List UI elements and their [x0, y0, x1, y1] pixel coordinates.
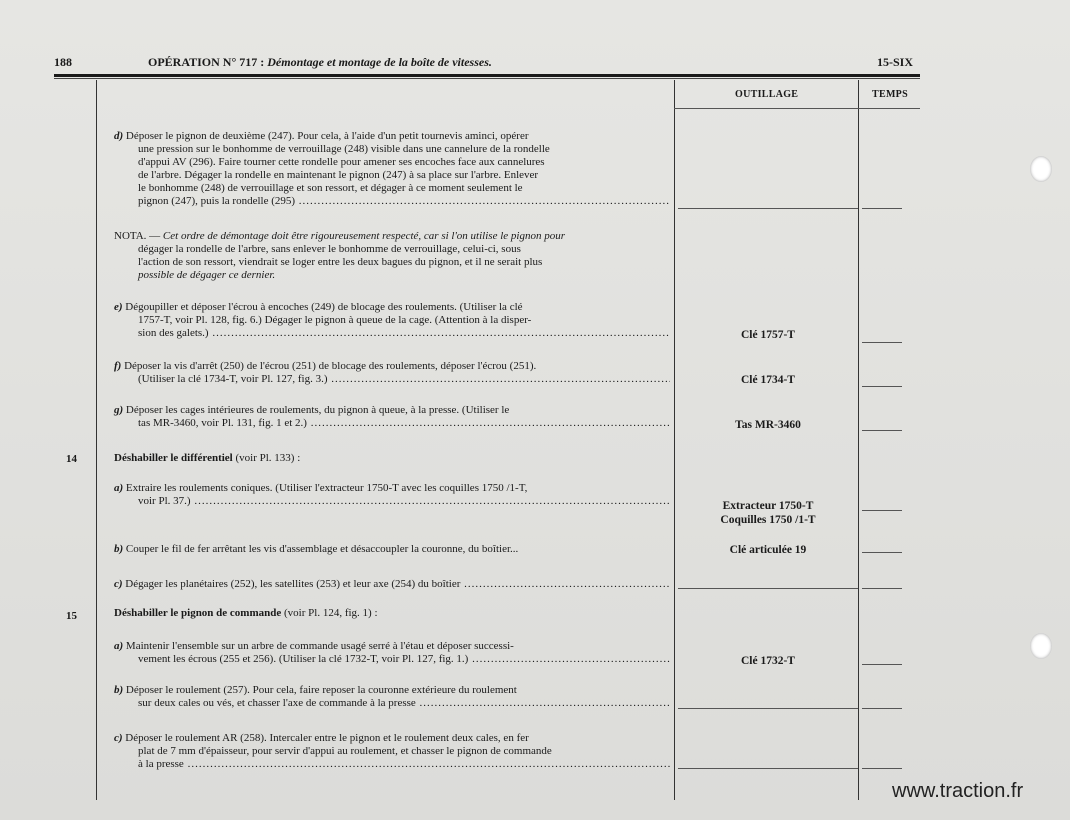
time-rule: [862, 552, 902, 553]
time-rule: [862, 768, 902, 769]
item-15c: [114, 732, 670, 771]
item-line: Déposer la vis d'arrêt (250) de l'écrou (251) de blocage des roulements, déposer l'écrou (251).: [124, 360, 537, 372]
header-rule-thin: [54, 78, 920, 79]
item-line: (Utiliser la clé 1734-T, voir Pl. 127, fig. 3.) .....: [138, 373, 670, 385]
section-number: 15: [66, 610, 77, 622]
tool-label: Clé 1732-T: [741, 655, 795, 667]
section-number: 14: [66, 453, 77, 465]
time-rule: [862, 208, 902, 209]
section-ref: (voir Pl. 124, fig. 1) :: [284, 607, 378, 619]
item-line: Déposer le roulement AR (258). Intercaler entre le pignon et le roulement deux cales, en fer: [125, 732, 529, 744]
section-title: Déshabiller le pignon de commande: [114, 607, 282, 619]
item-letter: c): [114, 578, 123, 590]
item-line: sur deux cales ou vés, et chasser l'axe de commande à la presse .....: [138, 697, 670, 709]
item-line: voir Pl. 37.) .....: [138, 495, 670, 507]
item-line: Maintenir l'ensemble sur un arbre de commande usagé serré à l'étau et déposer successi-: [125, 640, 514, 652]
model-label: 15-SIX: [877, 55, 914, 69]
item-letter: b): [114, 684, 124, 696]
tool-label: Extracteur 1750-T: [722, 500, 814, 512]
item-line: sion des galets.) .....: [138, 327, 670, 339]
operation-heading: [148, 55, 492, 70]
item-line: Couper le fil de fer arrêtant les vis d'assemblage et désaccoupler la couronne, du boîtier...: [125, 543, 519, 555]
tool-label: Clé 1757-T: [741, 329, 795, 341]
operation-label: OPÉRATION N° 717 :: [148, 55, 265, 69]
item-line: 1757-T, voir Pl. 128, fig. 6.) Dégager le pignon à queue de la cage. (Attention à la disper-: [138, 314, 532, 326]
item-letter: a): [114, 640, 124, 652]
item-letter: d): [114, 130, 124, 142]
item-line: Déposer le pignon de deuxième (247). Pour cela, à l'aide d'un petit tournevis aminci, opérer: [125, 130, 529, 142]
punch-hole: [1030, 156, 1052, 182]
item-line: Dégager les planétaires (252), les satellites (253) et leur axe (254) du boîtier .....: [125, 578, 670, 590]
tool-label: Tas MR-3460: [735, 419, 801, 431]
item-line: tas MR-3460, voir Pl. 131, fig. 1 et 2.) .....: [138, 417, 670, 429]
tools-column-line: [674, 80, 675, 800]
margin-line: [96, 80, 97, 800]
page-number: 188: [54, 55, 72, 69]
item-letter: a): [114, 482, 124, 494]
item-line: vement les écrous (255 et 256). (Utiliser la clé 1732-T, voir Pl. 127, fig. 1.) .....: [138, 653, 670, 665]
item-letter: f): [114, 360, 122, 372]
punch-hole: [1030, 633, 1052, 659]
nota-label: NOTA. —: [114, 230, 161, 242]
tools-column-header: OUTILLAGE: [735, 89, 799, 100]
item-f: [114, 360, 670, 386]
watermark-text: www.traction.fr: [892, 780, 1024, 802]
time-rule: [862, 386, 902, 387]
section-heading: [114, 452, 300, 464]
item-e: [114, 301, 670, 340]
nota-line: dégager la rondelle de l'arbre, sans enlever le bonhomme de verrouillage, celui-ci, sous: [138, 243, 521, 255]
nota: [114, 230, 670, 282]
operation-title: Démontage et montage de la boîte de vitesses.: [267, 55, 492, 69]
section-title: Déshabiller le différentiel: [114, 452, 233, 464]
item-letter: g): [114, 404, 124, 416]
time-column-line: [858, 80, 859, 800]
item-g: [114, 404, 670, 430]
section-ref: (voir Pl. 133) :: [235, 452, 301, 464]
item-d: [114, 130, 670, 208]
nota-line: possible de dégager ce dernier.: [138, 269, 276, 281]
item-line: pignon (247), puis la rondelle (295) .....: [138, 195, 670, 207]
tool-rule: [678, 768, 858, 769]
nota-line: l'action de son ressort, viendrait se loger entre les deux bagues du pignon, et il ne serait plus: [138, 256, 543, 268]
tool-label: Clé 1734-T: [741, 374, 795, 386]
item-line: Déposer le roulement (257). Pour cela, faire reposer la couronne extérieure du roulement: [125, 684, 517, 696]
item-letter: b): [114, 543, 124, 555]
time-column-header: TEMPS: [872, 89, 908, 100]
time-rule: [862, 342, 902, 343]
tool-label: Coquilles 1750 /1-T: [720, 514, 816, 526]
tool-rule: [678, 708, 858, 709]
section-heading: [114, 607, 378, 619]
item-line: une pression sur le bonhomme de verrouillage (248) visible dans une cannelure de la rondelle: [138, 143, 550, 155]
tool-rule: [678, 208, 858, 209]
time-rule: [862, 588, 902, 589]
nota-line: Cet ordre de démontage doit être rigoureusement respecté, car si l'on utilise le pignon pour: [162, 230, 565, 242]
tool-label: Clé articulée 19: [729, 544, 807, 556]
item-line: de l'arbre. Dégager la rondelle en maintenant le pignon (247) à sa place sur l'arbre. Enlever: [138, 169, 539, 181]
item-line: à la presse .....: [138, 758, 670, 770]
time-rule: [862, 510, 902, 511]
time-rule: [862, 708, 902, 709]
item-15a: [114, 640, 670, 666]
item-line: Extraire les roulements coniques. (Utiliser l'extracteur 1750-T avec les coquilles 1750 /1-T,: [125, 482, 528, 494]
item-line: Dégoupiller et déposer l'écrou à encoches (249) de blocage des roulements. (Utiliser la clé: [125, 301, 523, 313]
item-15b: [114, 684, 670, 710]
tool-rule: [678, 588, 858, 589]
item-letter: c): [114, 732, 123, 744]
item-line: Déposer les cages intérieures de roulements, du pignon à queue, à la presse. (Utiliser le: [125, 404, 510, 416]
item-14c: [114, 578, 670, 591]
time-rule: [862, 664, 902, 665]
time-rule: [862, 430, 902, 431]
header-rule: [54, 74, 920, 77]
item-line: plat de 7 mm d'épaisseur, pour servir d'appui au roulement, et chasser le pignon de commande: [138, 745, 552, 757]
item-letter: e): [114, 301, 123, 313]
item-line: d'appui AV (296). Faire tourner cette rondelle pour amener ses encoches face aux cannelures: [138, 156, 545, 168]
item-14b: [114, 543, 670, 556]
item-line: le bonhomme (248) de verrouillage et son ressort, et dégager à ce moment seulement le: [138, 182, 523, 194]
column-header-rule: [674, 108, 920, 109]
item-14a: [114, 482, 670, 508]
